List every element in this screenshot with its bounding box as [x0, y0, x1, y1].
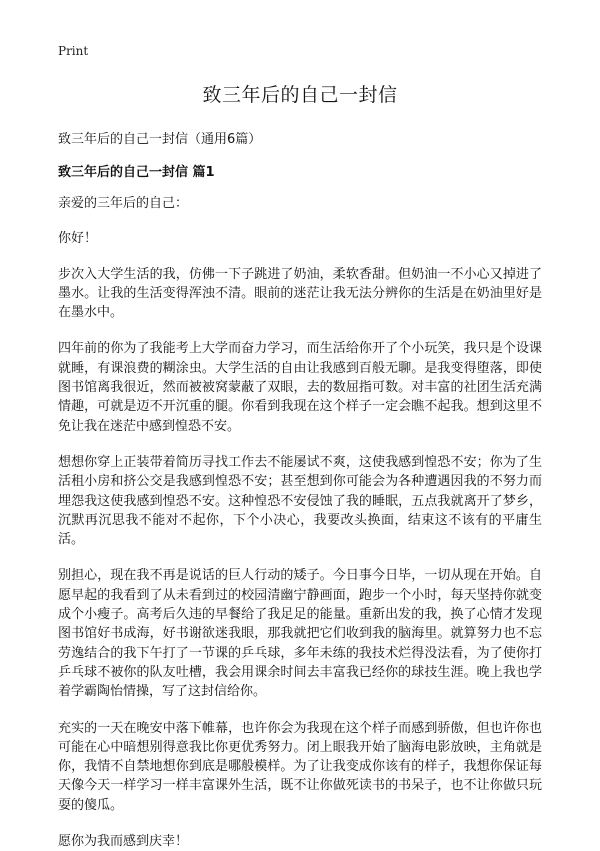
print-link[interactable]: Print: [58, 44, 89, 58]
document-subtitle: 致三年后的自己一封信（通用6篇）: [58, 132, 262, 147]
body-paragraph-4: 别担心，现在我不再是说话的巨人行动的矮子。今日事今日毕，一切从现在开始。自愿早起的我看到了从未看到过的校园清幽宁静画面，跑步一个小时，每天坚持你就变成个小瘦子。高考后久违的早餐给了我足足的能量。重新出发的我，换了心情才发现图书馆好书成海，好书谢欲迷我眼，那我就把它们收到我的脑海里。就算努力也不忘劳逸结合的我下午打了一节课的乒乓球，多年未练的我技术烂得没法看，为了使你打乒乓球不被你的队友吐槽，我会用课余时间去丰富我已经你的球技生涯。晚上我也学着学霸陶怡情操，写了这封信给你。: [58, 568, 542, 700]
body-paragraph-1: 步次入大学生活的我，仿佛一下子跳进了奶油，柔软香甜。但奶油一不小心又掉进了墨水。让我的生活变得浑浊不清。眼前的迷茫让我无法分辨你的生活是在奶油里好是在墨水中。: [58, 266, 542, 321]
greeting-line: 亲爱的三年后的自己：: [58, 196, 189, 211]
page-title: 致三年后的自己一封信: [202, 84, 398, 106]
body-paragraph-3: 想想你穿上正装带着简历寻找工作去不能屡试不爽，这使我感到惶恐不安；你为了生活租小房和挤公交是我感到惶恐不安；甚至想到你可能会为各种遭遇因我的不努力而埋怨我这使我感到惶恐不安。这种惶恐不安侵蚀了我的睡眠，五点我就离开了梦乡，沉默再沉思我不能对不起你，下个小决心，我要改头换面，结束这不该有的平庸生活。: [58, 454, 542, 548]
closing-line: 愿你为我而感到庆幸！: [58, 834, 189, 850]
body-paragraph-5: 充实的一天在晚安中落下帷幕，也许你会为我现在这个样子而感到骄傲，但也许你也可能在心中暗想别得意我比你更优秀努力。闭上眼我开始了脑海电影放映，主角就是你，我情不自禁地想你到底是哪般模样。为了让我变成你该有的样子，我想你保证每天像今天一样学习一样丰富课外生活，既不让你做死读书的书呆子，也不让你做只玩耍的傻瓜。: [58, 720, 542, 813]
body-paragraph-2: 四年前的你为了我能考上大学而奋力学习，而生活给你开了个小玩笑，我只是个设课就睡，有课浪费的糊涂虫。大学生活的自由让我感到百般无聊。是我变得堕落，即使图书馆离我很近，然而被被窝蒙蔽了双眼，去的数屈指可数。对丰富的社团生活充满情趣，可就是迈不开沉重的腿。你看到我现在这个样子一定会瞧不起我。想到这里不免让我在迷茫中感到惶恐不安。: [58, 341, 542, 434]
hello-line: 你好！: [58, 231, 98, 247]
section-heading: 致三年后的自己一封信 篇1: [58, 165, 215, 180]
